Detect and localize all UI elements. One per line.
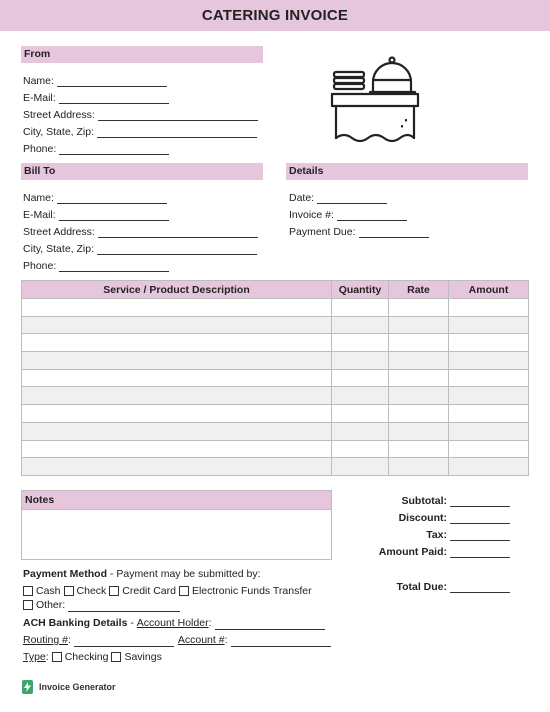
discount-field[interactable] <box>399 510 510 524</box>
other-checkbox[interactable] <box>23 600 33 610</box>
invoice-number-field[interactable] <box>289 207 407 221</box>
table-row <box>22 422 529 440</box>
from-street-field[interactable] <box>23 107 258 121</box>
title-bar <box>0 0 550 31</box>
eft-checkbox[interactable] <box>179 586 189 596</box>
other-option <box>23 598 180 612</box>
rate-cell[interactable] <box>389 440 449 458</box>
account-holder-label: Account Holder <box>136 617 209 629</box>
invoice-generator-logo-icon <box>22 680 33 694</box>
other-label: Other: <box>36 599 66 611</box>
checking-checkbox[interactable] <box>52 652 62 662</box>
account-number-input[interactable] <box>231 636 331 647</box>
credit-card-checkbox[interactable] <box>109 586 119 596</box>
quantity-cell[interactable] <box>332 387 389 405</box>
check-checkbox[interactable] <box>64 586 74 596</box>
date-label: Date: <box>289 192 315 204</box>
cash-checkbox[interactable] <box>23 586 33 596</box>
amount-cell[interactable] <box>449 405 529 423</box>
account-number-label: Account # <box>177 634 225 646</box>
col-rate: Rate <box>389 281 449 299</box>
tax-label: Tax: <box>426 529 447 541</box>
savings-checkbox[interactable] <box>111 652 121 662</box>
from-city-field[interactable] <box>23 124 257 138</box>
table-row <box>22 440 529 458</box>
col-amount: Amount <box>449 281 529 299</box>
subtotal-label: Subtotal: <box>401 495 447 507</box>
checking-label: Checking <box>64 651 109 663</box>
ach-label: ACH Banking Details <box>23 617 128 629</box>
amount-paid-label: Amount Paid: <box>378 546 447 558</box>
description-cell[interactable] <box>22 299 332 317</box>
rate-cell[interactable] <box>389 299 449 317</box>
rate-cell[interactable] <box>389 352 449 370</box>
table-row <box>22 369 529 387</box>
description-cell[interactable] <box>22 458 332 476</box>
rate-cell[interactable] <box>389 316 449 334</box>
rate-cell[interactable] <box>389 422 449 440</box>
account-type-line: Type : Checking Savings <box>23 651 162 663</box>
quantity-cell[interactable] <box>332 369 389 387</box>
total-due-label: Total Due: <box>396 581 447 593</box>
description-cell[interactable] <box>22 387 332 405</box>
brand-name: Invoice Generator <box>39 682 116 692</box>
check-label: Check <box>76 585 107 597</box>
table-row <box>22 387 529 405</box>
payment-due-label: Payment Due: <box>289 226 356 238</box>
from-street-label: Street Address: <box>23 109 95 121</box>
bill-city-field[interactable] <box>23 241 257 255</box>
description-cell[interactable] <box>22 405 332 423</box>
credit-card-label: Credit Card <box>122 585 176 597</box>
account-holder-input[interactable] <box>215 619 325 630</box>
cash-label: Cash <box>36 585 61 597</box>
quantity-cell[interactable] <box>332 299 389 317</box>
quantity-cell[interactable] <box>332 422 389 440</box>
amount-cell[interactable] <box>449 387 529 405</box>
description-cell[interactable] <box>22 369 332 387</box>
from-heading: From <box>21 46 263 63</box>
bill-name-field[interactable] <box>23 190 167 204</box>
quantity-cell[interactable] <box>332 352 389 370</box>
quantity-cell[interactable] <box>332 405 389 423</box>
amount-cell[interactable] <box>449 316 529 334</box>
amount-cell[interactable] <box>449 440 529 458</box>
amount-cell[interactable] <box>449 422 529 440</box>
quantity-cell[interactable] <box>332 458 389 476</box>
bill-street-field[interactable] <box>23 224 258 238</box>
items-table <box>21 280 529 476</box>
bill-phone-label: Phone: <box>23 260 57 272</box>
bill-name-label: Name: <box>23 192 54 204</box>
payment-method-label: Payment Method <box>23 568 108 580</box>
quantity-cell[interactable] <box>332 440 389 458</box>
other-input[interactable] <box>68 601 180 612</box>
description-cell[interactable] <box>22 352 332 370</box>
subtotal-field[interactable] <box>402 493 511 507</box>
type-label: Type <box>23 651 46 663</box>
table-header-row <box>22 281 529 299</box>
notes-box[interactable] <box>21 490 332 560</box>
amount-cell[interactable] <box>449 334 529 352</box>
payment-due-field[interactable] <box>289 224 429 238</box>
from-email-label: E-Mail: <box>23 92 56 104</box>
description-cell[interactable] <box>22 440 332 458</box>
routing-input[interactable] <box>74 636 174 647</box>
savings-label: Savings <box>124 651 162 663</box>
table-row <box>22 405 529 423</box>
description-cell[interactable] <box>22 316 332 334</box>
from-email-field[interactable] <box>23 90 169 104</box>
discount-label: Discount: <box>398 512 447 524</box>
ach-separator: - <box>127 617 137 629</box>
catering-tray-table-icon <box>330 54 422 148</box>
quantity-cell[interactable] <box>332 334 389 352</box>
from-phone-label: Phone: <box>23 143 57 155</box>
total-due-field[interactable] <box>396 579 510 593</box>
from-city-label: City, State, Zip: <box>23 126 94 138</box>
description-cell[interactable] <box>22 422 332 440</box>
rate-cell[interactable] <box>389 387 449 405</box>
invoice-title: CATERING INVOICE <box>201 7 349 24</box>
quantity-cell[interactable] <box>332 316 389 334</box>
col-description: Service / Product Description <box>22 281 332 299</box>
table-row <box>22 334 529 352</box>
description-cell[interactable] <box>22 334 332 352</box>
from-name-field[interactable] <box>23 73 167 87</box>
bill-street-label: Street Address: <box>23 226 95 238</box>
amount-cell[interactable] <box>449 369 529 387</box>
notes-heading: Notes <box>22 491 331 510</box>
eft-label: Electronic Funds Transfer <box>191 585 312 597</box>
routing-line: Routing # : Account # : <box>23 633 331 647</box>
amount-paid-field[interactable] <box>379 544 510 558</box>
payment-method-note: - Payment may be submitted by: <box>107 568 261 580</box>
routing-label: Routing # <box>23 634 68 646</box>
bill-phone-field[interactable] <box>23 258 169 272</box>
payment-method-line <box>23 567 261 581</box>
date-field[interactable] <box>289 190 387 204</box>
table-row <box>22 299 529 317</box>
from-name-label: Name: <box>23 75 54 87</box>
from-phone-field[interactable] <box>23 141 169 155</box>
bill-city-label: City, State, Zip: <box>23 243 94 255</box>
bill-email-field[interactable] <box>23 207 169 221</box>
amount-cell[interactable] <box>449 458 529 476</box>
brand-footer[interactable] <box>22 680 116 694</box>
table-row <box>22 458 529 476</box>
ach-line: ACH Banking Details - Account Holder : <box>23 616 325 630</box>
table-row <box>22 316 529 334</box>
details-heading: Details <box>286 163 528 180</box>
col-quantity: Quantity <box>332 281 389 299</box>
tax-field[interactable] <box>426 527 510 541</box>
amount-cell[interactable] <box>449 352 529 370</box>
rate-cell[interactable] <box>389 369 449 387</box>
table-row <box>22 352 529 370</box>
invoice-number-label: Invoice #: <box>289 209 334 221</box>
rate-cell[interactable] <box>389 458 449 476</box>
amount-cell[interactable] <box>449 299 529 317</box>
bill-email-label: E-Mail: <box>23 209 56 221</box>
payment-options <box>23 584 312 598</box>
rate-cell[interactable] <box>389 334 449 352</box>
rate-cell[interactable] <box>389 405 449 423</box>
bill-to-heading: Bill To <box>21 163 263 180</box>
